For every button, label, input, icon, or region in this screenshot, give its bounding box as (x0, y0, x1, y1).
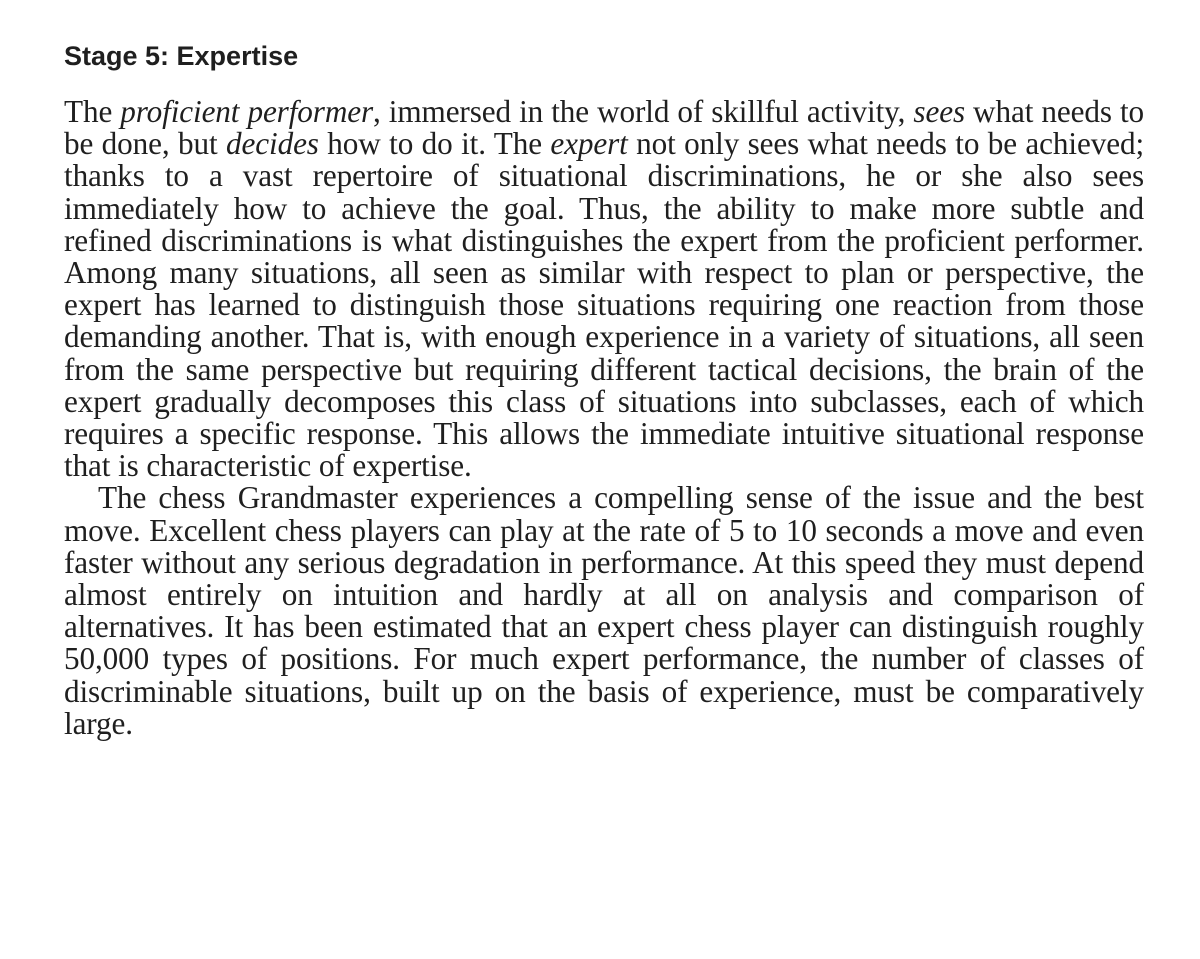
paragraph1-text-1: The (64, 94, 121, 129)
paragraph-chess-grandmaster: The chess Grandmaster experiences a compelling sense of the issue and the best move. Excellent chess players can play at the rate of 5 to 10 seconds a move and even faster without any serious degradation in performance. At this speed they must depend almost entirely on intuition and hardly at all on analysis and comparison of alternatives. It has been estimated that an expert chess player can distinguish roughly 50,000 types of positions. For much expert performance, the number of classes of discriminable situations, built up on the basis of experience, must be comparatively large. (64, 480, 1144, 741)
italic-decides: decides (226, 126, 319, 162)
paragraph1-text-2: , immersed in the world of skillful activity, (373, 94, 914, 129)
italic-expert: expert (550, 126, 628, 162)
paragraph1-text-4: how to do it. The (318, 126, 551, 162)
section-heading: Stage 5: Expertise (64, 41, 299, 71)
document-page (64, 38, 1144, 740)
italic-proficient-performer: proficient performer (120, 94, 374, 129)
italic-sees: sees (913, 94, 965, 129)
paragraph-expertise-definition (64, 96, 1144, 482)
paragraph1-text-5: not only sees what needs to be achieved; thanks to a vast repertoire of situational discriminations, he or she also sees immediately how to achieve the goal. Thus, the ability to make more subtle and refined discriminations is what distinguishes the expert from the proficient performer. Among many situations, all seen as similar with respect to plan or perspective, the expert has learned to distinguish those situations requiring one reaction from those demanding another. That is, with enough experience in a variety of situations, all seen from the same perspective but requiring different tactical decisions, the brain of the expert gradually decomposes this class of situations into subclasses, each of which requires a specific response. This allows the immediate intuitive situational response that is characteristic of expertise. (64, 126, 1145, 484)
paragraph1-text-3: what needs to be done, but (64, 94, 1145, 162)
